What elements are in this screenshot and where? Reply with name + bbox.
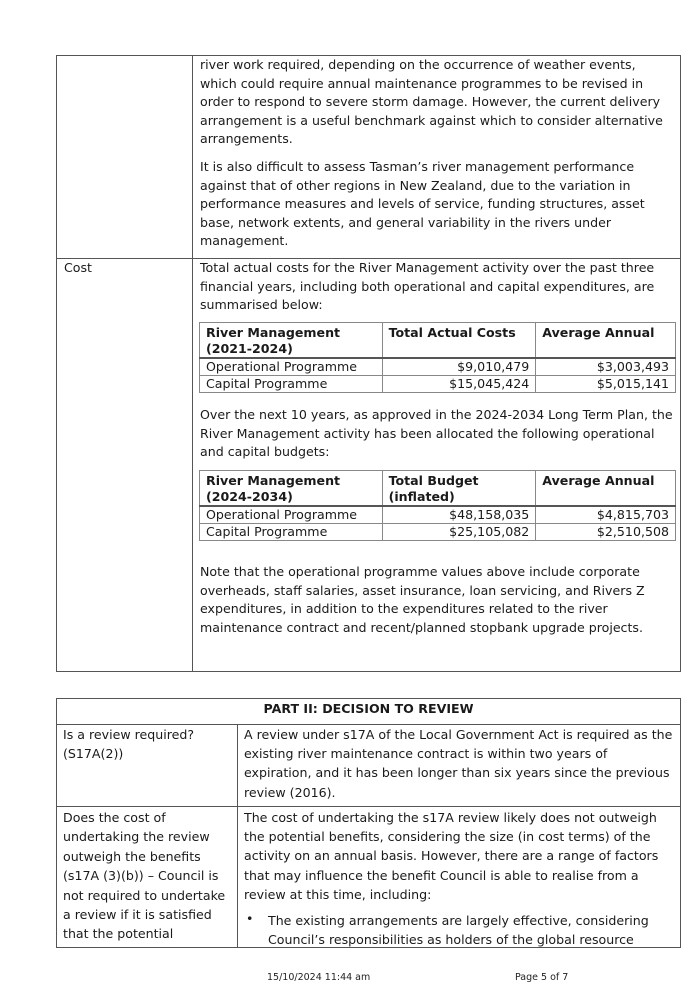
column-header: Average Annual (536, 471, 676, 507)
bullet-icon: • (246, 911, 254, 927)
table-row (200, 376, 676, 393)
actual-costs-table (199, 322, 676, 393)
column-divider (237, 724, 238, 948)
cost-intro-text: Total actual costs for the River Management activity over the past three financial years, including both operational and capital expenditures, are summarised below: (200, 260, 655, 313)
review-required-text (244, 725, 674, 802)
note (200, 563, 674, 637)
table-cell: $15,045,424 (382, 376, 536, 393)
budget-intro-text: Over the next 10 years, as approved in the 2024-2034 Long Term Plan, the River Management activity has been allocated the following operational and capital budgets: (200, 407, 673, 460)
budget-intro (200, 406, 674, 462)
paragraph: river work required, depending on the occurrence of weather events, which could require annual maintenance programmes to be revised in order to respond to severe storm damage. However, the current delivery arrangement is a useful benchmark against which to consider alternative arrangements. (200, 57, 663, 147)
table-cell: $5,015,141 (536, 376, 676, 393)
column-divider (192, 55, 193, 672)
table-cell: $48,158,035 (382, 506, 536, 524)
table-cell: Operational Programme (200, 506, 383, 524)
cost-intro (200, 259, 674, 315)
footer-page-number: Page 5 of 7 (515, 972, 569, 983)
table-cell: $4,815,703 (536, 506, 676, 524)
note-text: Note that the operational programme values above include corporate overheads, staff salaries, asset insurance, loan servicing, and Rivers Z expenditures, in addition to the expenditures related to the river maintenance contract and recent/planned stopbank upgrade projects. (200, 564, 645, 635)
footer-datetime: 15/10/2024 11:44 am (267, 972, 371, 983)
cost-label: Cost (64, 260, 92, 275)
table-row (200, 358, 676, 376)
paragraph: It is also difficult to assess Tasman’s river management performance against that of other regions in New Zealand, due to the variation in performance measures and levels of service, funding structures, asset base, network extents, and general variability in the rivers under management. (200, 158, 645, 249)
row-divider (56, 806, 681, 807)
column-header: Average Annual (536, 323, 676, 359)
table-cell: $25,105,082 (382, 524, 536, 541)
cost-benefit-answer: The cost of undertaking the s17A review likely does not outweigh the potential benefits, considering the size (in cost terms) of the activity on an annual basis. However, there are a range of factors that may influence the benefit Council is able to realise from a review at this time, including: (244, 810, 659, 902)
table-cell: Operational Programme (200, 358, 383, 376)
bullet-text: The existing arrangements are largely effective, considering Council’s responsibilities as holders of the global resource (268, 913, 649, 948)
table-header-row (200, 323, 676, 359)
row-label-cost-benefit: Does the cost of undertaking the review outweigh the benefits (s17A (3)(b)) – Council is not required to undertake a review if it is satisfied that the potential (63, 810, 226, 942)
table-cell: $9,010,479 (382, 358, 536, 376)
table-cell: Capital Programme (200, 376, 383, 393)
continuation-text (200, 56, 674, 251)
table-cell: Capital Programme (200, 524, 383, 541)
table-row (200, 524, 676, 541)
review-required-answer: A review under s17A of the Local Government Act is required as the existing river maintenance contract is within two years of expiration, and it has been longer than six years since the previous review (2016). (244, 727, 673, 800)
cost-benefit-text (244, 808, 674, 949)
table-cell: $2,510,508 (536, 524, 676, 541)
list-item (244, 911, 674, 949)
row-label-review-required: Is a review required? (S17A(2)) (63, 727, 195, 762)
table-cell: $3,003,493 (536, 358, 676, 376)
column-header: Total Actual Costs (382, 323, 536, 359)
column-header: River Management (2024-2034) (200, 471, 383, 507)
section2-title: PART II: DECISION TO REVIEW (263, 701, 474, 716)
column-header: River Management (2021-2024) (200, 323, 383, 359)
column-header: Total Budget (inflated) (382, 471, 536, 507)
budget-table (199, 470, 676, 541)
table-header-row (200, 471, 676, 507)
table-row (200, 506, 676, 524)
